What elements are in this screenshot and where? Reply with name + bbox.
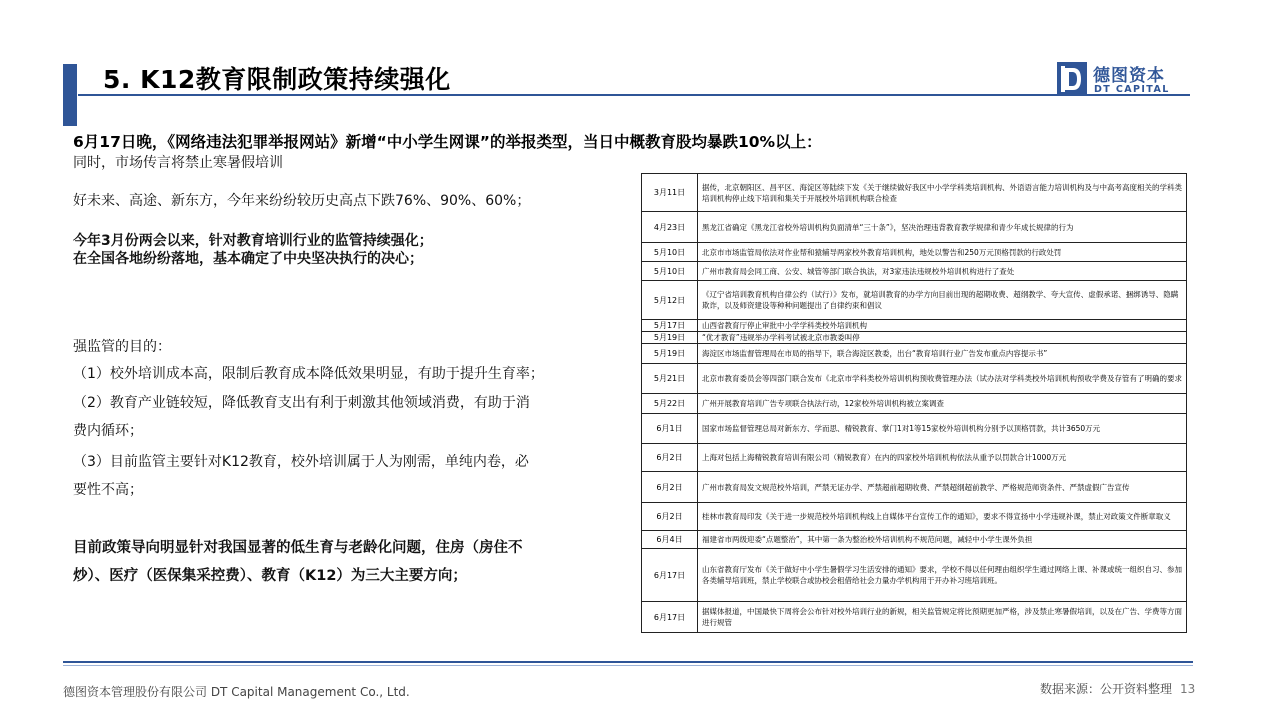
event-text: 福建省市两级迎委“点题整治”，其中第一条为整治校外培训机构不规范问题，减轻中小学生课外负担 [698, 531, 1187, 549]
page-number: 13 [1180, 682, 1196, 696]
event-date: 3月11日 [642, 174, 698, 212]
event-text: 山东省教育厅发布《关于做好中小学生暑假学习生活安排的通知》要求，学校不得以任何理由组织学生通过网络上课、补课或统一组织自习、参加各类辅导培训班，禁止学校联合或协校会租借给社会力量办学机构用于开办补习班培训班。 [698, 549, 1187, 602]
event-date: 6月2日 [642, 444, 698, 472]
purpose-item-3a: （3）目前监管主要针对K12教育，校外培训属于人为刚需，单纯内卷，必 [73, 454, 529, 470]
event-text: 《辽宁省培训教育机构自律公约（试行）》发布，就培训教育的办学方向目前出现的超期收费、超纲教学、夸大宣传、虚假承诺、捆绑诱导、隐瞒欺诈，以及师资建设等种种问题提出了自律约束和倡议 [698, 281, 1187, 320]
event-date: 5月22日 [642, 394, 698, 414]
event-text: 山西省教育厅停止审批中小学学科类校外培训机构 [698, 320, 1187, 332]
event-text: 北京市教育委员会等四部门联合发布《北京市学科类校外培训机构预收费管理办法（试办法对学科类校外培训机构预收学费及存管有了明确的要求 [698, 364, 1187, 394]
footer-divider-thin [63, 665, 1193, 666]
event-text: 桂林市教育局印发《关于进一步规范校外培训机构线上自媒体平台宣传工作的通知》，要求不得宣扬中小学违规补课，禁止对政策文件断章取义 [698, 503, 1187, 531]
conclusion-line-2: 炒）、医疗（医保集采控费）、教育（K12）为三大主要方向； [73, 568, 467, 584]
table-row [642, 174, 1187, 212]
event-date: 5月19日 [642, 344, 698, 364]
headline: 6月17日晚，《网络违法犯罪举报网站》新增“中小学生网课”的举报类型，当日中概教育股均暴跌10%以上： [73, 133, 822, 151]
policy-events-table [641, 173, 1187, 633]
event-date: 5月19日 [642, 332, 698, 344]
event-date: 6月17日 [642, 602, 698, 633]
data-source-note: 数据来源：公开资料整理 [1040, 682, 1173, 696]
footer-source [1040, 680, 1195, 697]
company-logo [1057, 62, 1187, 96]
event-text: 广州开展教育培训广告专项联合执法行动，12家校外培训机构被立案调查 [698, 394, 1187, 414]
table-row [642, 444, 1187, 472]
bold-line-determination: 在全国各地纷纷落地，基本确定了中央坚决执行的决心； [73, 251, 423, 267]
table-row [642, 394, 1187, 414]
event-text: 上海对包括上海精锐教育培训有限公司（精锐教育）在内的四家校外培训机构依法从重予以罚款合计1000万元 [698, 444, 1187, 472]
event-text: 海淀区市场监督管理局在市局的指导下，联合海淀区教委，出台“教育培训行业广告发布重点内容提示书” [698, 344, 1187, 364]
event-text: 据传，北京朝阳区、昌平区、海淀区等陆续下发《关于继续做好我区中小学学科类培训机构、外语语言能力培训机构及与中高考高度相关的学科类培训机构停止线下培训和集关于开展校外培训机构联合检查 [698, 174, 1187, 212]
event-date: 6月1日 [642, 414, 698, 444]
event-date: 5月10日 [642, 243, 698, 262]
event-date: 5月21日 [642, 364, 698, 394]
dt-logo-icon [1057, 62, 1087, 96]
purpose-item-2a: （2）教育产业链较短，降低教育支出有利于刺激其他领域消费，有助于消 [73, 395, 530, 411]
table-row [642, 212, 1187, 243]
event-date: 5月12日 [642, 281, 698, 320]
page-title: 5. K12教育限制政策持续强化 [103, 65, 451, 94]
event-text: 广州市教育局发文规范校外培训，严禁无证办学、严禁超前超期收费、严禁超纲超前教学、严格规范师资条件、严禁虚假广告宣传 [698, 472, 1187, 503]
bold-line-regulation: 今年3月份两会以来，针对教育培训行业的监管持续强化； [73, 233, 433, 249]
table-row [642, 602, 1187, 633]
event-text: 广州市教育局会同工商、公安、城管等部门联合执法，对3家违法违规校外培训机构进行了查处 [698, 262, 1187, 281]
table-row [642, 364, 1187, 394]
table-row [642, 531, 1187, 549]
logo-english-name: DT CAPITAL [1094, 84, 1170, 95]
table-row [642, 281, 1187, 320]
table-row [642, 332, 1187, 344]
footer-divider [63, 661, 1193, 663]
event-date: 6月17日 [642, 549, 698, 602]
event-text: 北京市市场监管局依法对作业帮和猿辅导两家校外教育培训机构，地处以警告和250万元顶格罚款的行政处罚 [698, 243, 1187, 262]
table-row [642, 503, 1187, 531]
table-row [642, 414, 1187, 444]
purpose-title: 强监管的目的： [73, 339, 171, 355]
purpose-item-2b: 费内循环； [73, 423, 143, 439]
event-date: 5月10日 [642, 262, 698, 281]
event-date: 5月17日 [642, 320, 698, 332]
table-row [642, 320, 1187, 332]
title-accent-bar [63, 64, 77, 126]
footer-company: 德图资本管理股份有限公司 DT Capital Management Co., Ltd. [63, 685, 410, 699]
logo-chinese-name: 德图资本 [1093, 66, 1165, 86]
event-date: 6月4日 [642, 531, 698, 549]
purpose-item-1: （1）校外培训成本高，限制后教育成本降低效果明显，有助于提升生育率； [73, 366, 544, 382]
event-text: 据媒体报道，中国最快下周将会公布针对校外培训行业的新规，相关监管规定将比预期更加严格，涉及禁止寒暑假培训，以及在广告、学费等方面进行规管 [698, 602, 1187, 633]
table-row [642, 472, 1187, 503]
event-date: 6月2日 [642, 503, 698, 531]
event-date: 4月23日 [642, 212, 698, 243]
table-row [642, 262, 1187, 281]
sub-line-decline: 好未来、高途、新东方，今年来纷纷较历史高点下跌76%、90%、60%； [73, 193, 531, 209]
purpose-item-3b: 要性不高； [73, 482, 143, 498]
event-text: “优才教育”违规举办学科考试被北京市教委叫停 [698, 332, 1187, 344]
conclusion-line-1: 目前政策导向明显针对我国显著的低生育与老龄化问题，住房（房住不 [73, 540, 523, 556]
event-date: 6月2日 [642, 472, 698, 503]
table-row [642, 344, 1187, 364]
table-row [642, 549, 1187, 602]
event-text: 国家市场监督管理总局对新东方、学而思、精锐教育、掌门1对1等15家校外培训机构分别予以顶格罚款，共计3650万元 [698, 414, 1187, 444]
event-text: 黑龙江省确定《黑龙江省校外培训机构负面清单“三十条”》，坚决治理违背教育教学规律和青少年成长规律的行为 [698, 212, 1187, 243]
title-underline [78, 94, 1190, 96]
sub-line-rumor: 同时，市场传言将禁止寒暑假培训 [73, 155, 283, 171]
table-row [642, 243, 1187, 262]
